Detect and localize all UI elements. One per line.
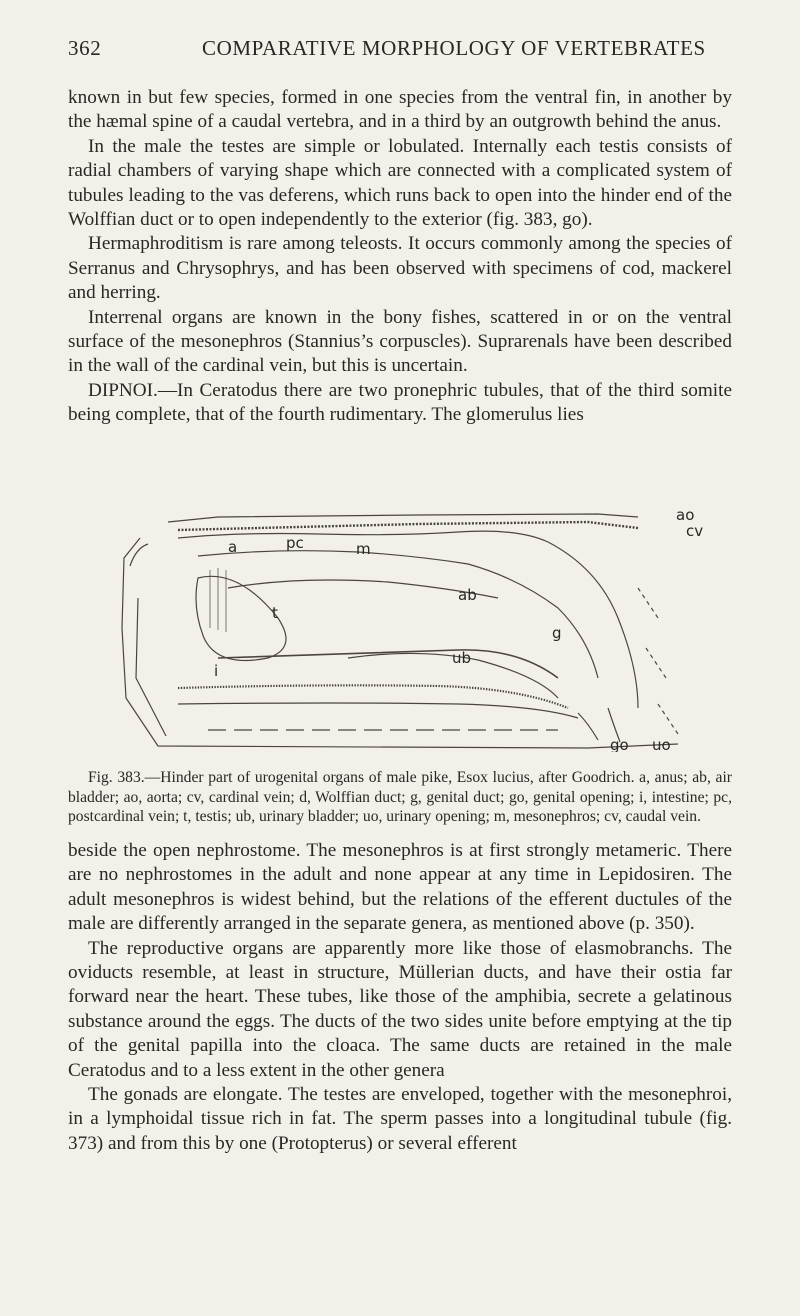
label-t: t — [272, 604, 278, 622]
label-uo: uo — [652, 736, 671, 752]
body-text-top — [68, 86, 732, 428]
figure-caption — [68, 768, 732, 827]
mesonephros — [198, 551, 598, 678]
intestine — [178, 703, 578, 718]
label-a: a — [228, 538, 238, 556]
paragraph: Interrenal organs are known in the bony fishes, scattered in or on the ventral surface of the mesonephros (Stannius’s corpuscles). Suprarenals have been described in the wall of the cardinal vein, but this is uncertain. — [68, 306, 732, 377]
body-outline — [136, 598, 166, 736]
paragraph: known in but few species, formed in one species from the ventral fin, in another by the hæmal spine of a caudal vertebra, and in a third by an outgrowth behind the anus. — [68, 87, 732, 133]
label-g: g — [552, 624, 562, 642]
paragraph: The gonads are elongate. The testes are enveloped, together with the mesonephroi, in a lymphoidal tissue rich in fat. The sperm passes into a longitudinal tubule (fig. 373) and from this by one (Protopterus) or several efferent — [68, 1084, 732, 1154]
running-title: COMPARATIVE MORPHOLOGY OF VERTEBRATES — [202, 36, 706, 60]
body-text-bottom — [68, 839, 732, 1156]
paragraph: The reproductive organs are apparently more like those of elasmobranchs. The oviducts resemble, at least in structure, Müllerian ducts, and have their ostia far forward near the heart. These tubes, like those of the amphibia, secrete a gelatinous substance around the eggs. The ducts of the two sides unite before emptying at the tip of the genital papilla into the cloaca. The same ducts are retained in the male Ceratodus and to a less extent in the other genera — [68, 937, 732, 1081]
figure-caption-text: —Hinder part of urogenital organs of male pike, Esox lucius, after Goodrich. a, anus; ab, air bladder; ao, aorta; cv, cardinal vein; d, Wolffian duct; g, genital duct; go, genital opening; i, intestine; pc, postcardinal vein; t, testis; ub, urinary bladder; uo, urinary opening; m, mesonephros; cv, caudal vein. — [68, 769, 732, 826]
label-cv: cv — [686, 522, 704, 540]
paragraph: In the male the testes are simple or lobulated. Internally each testis consists of radial chambers of varying shape which are connected with a complicated system of tubules leading to the vas deferens, which runs back to open into the hinder end of the Wolffian duct or to open independently to the exterior (fig. 383, go). — [68, 135, 732, 231]
label-ao: ao — [676, 508, 695, 524]
label-ub: ub — [452, 649, 472, 667]
figure-number: Fig. 383. — [88, 769, 145, 786]
paragraph: DIPNOI.—In Ceratodus there are two pronephric tubules, that of the third somite being complete, that of the fourth rudimentary. The glomerulus lies — [68, 379, 732, 426]
body-outline — [122, 538, 678, 748]
fin-rays — [638, 588, 678, 734]
label-go: go — [610, 736, 629, 752]
page-number: 362 — [68, 36, 102, 60]
cardinal-vein — [178, 522, 638, 530]
label-m: m — [356, 540, 371, 558]
figure-383-illustration — [118, 508, 714, 752]
paragraph: beside the open nephrostome. The mesonephros is at first strongly metameric. There are no nephrostomes in the adult and none appear at any time in Lepidosiren. The adult mesonephros is widest behind, but the relations of the efferent ductules of the male are differently arranged in the separate genera, as mentioned above (p. 350). — [68, 840, 732, 935]
aorta — [168, 514, 638, 522]
label-pc: pc — [286, 534, 304, 552]
urogenital-drawing — [118, 508, 714, 752]
label-i: i — [214, 662, 219, 680]
paragraph: Hermaphroditism is rare among teleosts. It occurs commonly among the species of Serranus and Chrysophrys, and has been observed with specimens of cod, mackerel and herring. — [68, 233, 732, 304]
intestine — [178, 685, 568, 708]
label-ab: ab — [458, 586, 477, 604]
